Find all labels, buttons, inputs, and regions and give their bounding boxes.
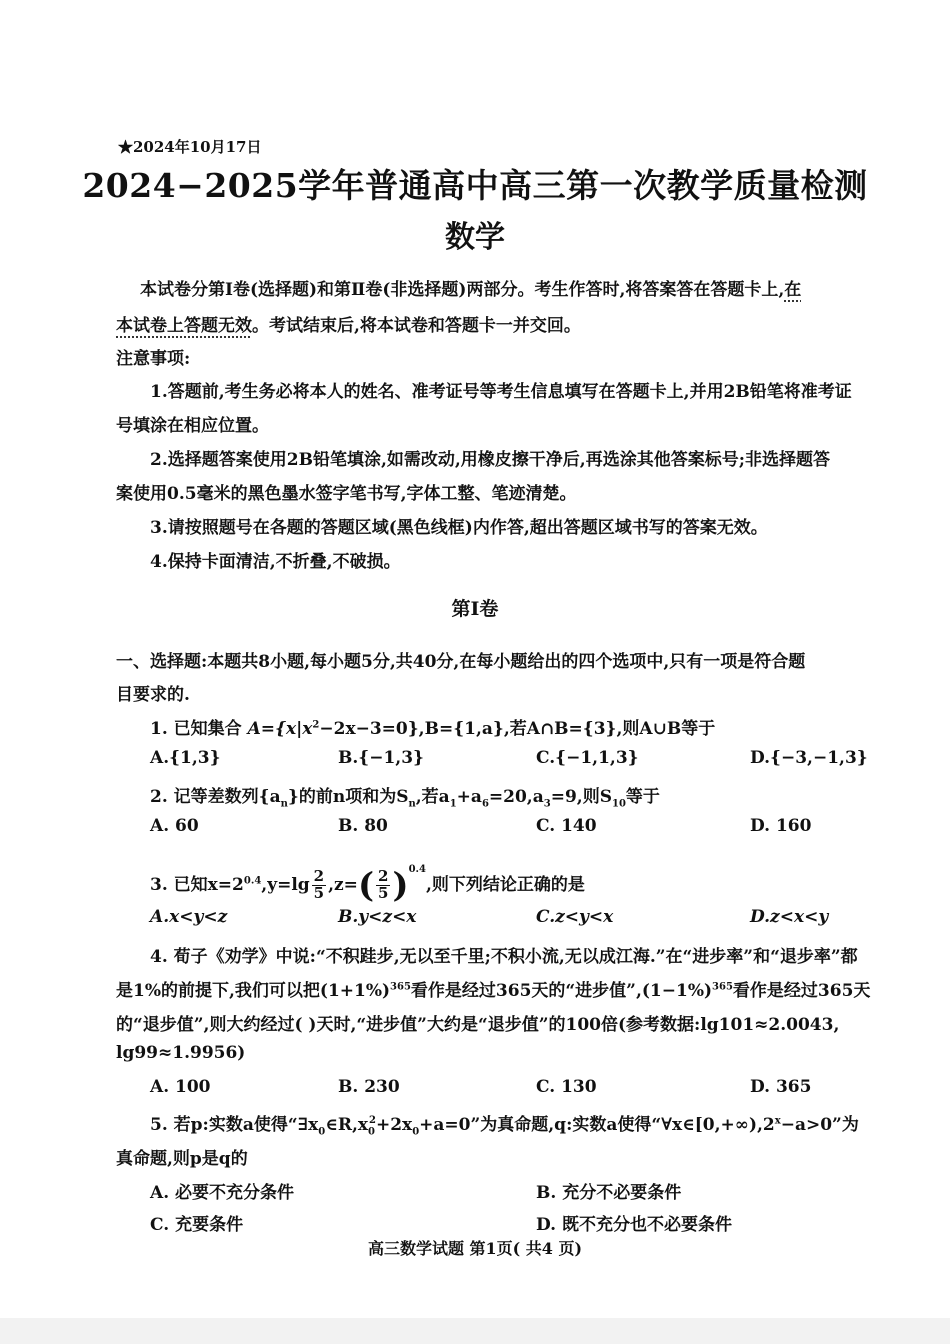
question-5-line-1: 5. 若p:实数a使得“$\exists x_0\in R,x_0^2+2x_0+a=0$”为真命题,q:实数a使得“$\forall x\in[0,+\infty),2^x-a>0$”为 (150, 1115, 859, 1138)
note-3: 3.请按照题号在各题的答题区域(黑色线框)内作答,超出答题区域书写的答案无效。 (150, 518, 768, 538)
note-1b: 号填涂在相应位置。 (116, 416, 269, 436)
q4-option-c: C. 130 (536, 1077, 597, 1097)
q1-option-b: B.{−1,3} (338, 748, 424, 768)
q1-option-a: A.{1,3} (150, 748, 221, 768)
q5-option-a: A. 必要不充分条件 (150, 1183, 295, 1203)
q5-option-c: C. 充要条件 (150, 1215, 244, 1235)
question-1-stem: 1. 已知集合 $A=\{x|x^2-2x-3=0\},B=\{1,a\}$,若A∩B={3},则A∪B等于 (150, 719, 716, 739)
note-4: 4.保持卡面清洁,不折叠,不破损。 (150, 552, 401, 572)
q2-option-b: B. 80 (338, 816, 388, 836)
section-desc-1: 一、选择题:本题共8小题,每小题5分,共40分,在每小题给出的四个选项中,只有一项是符合题 (116, 652, 806, 672)
q2-option-c: C. 140 (536, 816, 597, 836)
notes-heading: 注意事项: (116, 349, 191, 369)
exam-subject: 数学 (445, 220, 505, 255)
exam-title: 2024−2025学年普通高中高三第一次教学质量检测 (82, 166, 868, 205)
page-footer: 高三数学试题 第1页( 共4 页) (367, 1239, 583, 1258)
question-4-line-3: 的“退步值”,则大约经过( )天时,“进步值”大约是“退步值”的100倍(参考数据:lg101≈2.0043, (116, 1015, 840, 1035)
question-4-line-2: 是1%的前提下,我们可以把$(1+1\%)^{365}$看作是经过365天的“进步值$”,(1-1\%)^{365}$看作是经过365天 (116, 981, 871, 1001)
q3-option-c: C.z<y<x (536, 907, 614, 927)
q3-option-d: D.z<x<y (750, 907, 829, 927)
question-4-line-4: lg99≈1.9956) (116, 1043, 246, 1063)
q1-option-d: D.{−3,−1,3} (750, 748, 868, 768)
q4-option-d: D. 365 (750, 1077, 812, 1097)
section-title: 第Ⅰ卷 (451, 598, 499, 620)
intro-line-1: 本试卷分第Ⅰ卷(选择题)和第Ⅱ卷(非选择题)两部分。考生作答时,将答案答在答题卡上,在 (140, 280, 802, 300)
q4-option-b: B. 230 (338, 1077, 400, 1097)
q2-option-a: A. 60 (150, 816, 199, 836)
exam-date: ★2024年10月17日 (118, 138, 262, 156)
q3-option-b: B.y<z<x (338, 907, 417, 927)
question-3-stem: 3. 已知$x=2^{0.4},y=\lg$ $\frac{2}{5}$ ,z=( $\frac{2}{5}$ )$^{0.4}$,则下列结论正确的是 (150, 864, 585, 906)
question-2-stem: 2. 记等差数列$\{a_n\}$的前n项和为$S_n$,若$a_1+a_6=20,a_3=9$,则$S_{10}$等于 (150, 787, 660, 810)
section-desc-2: 目要求的. (116, 685, 190, 705)
q5-option-d: D. 既不充分也不必要条件 (536, 1215, 732, 1235)
note-2a: 2.选择题答案使用2B铅笔填涂,如需改动,用橡皮擦干净后,再选涂其他答案标号;非选择题答 (150, 450, 830, 470)
question-4-line-1: 4. 荀子《劝学》中说:“不积跬步,无以至千里;不积小流,无以成江海.”在“进步率”和“退步率”都 (150, 947, 858, 967)
note-1a: 1.答题前,考生务必将本人的姓名、准考证号等考生信息填写在答题卡上,并用2B铅笔将准考证 (150, 382, 852, 402)
scan-bottom-margin (0, 1318, 950, 1344)
q5-option-b: B. 充分不必要条件 (536, 1183, 682, 1203)
q1-option-c: C.{−1,1,3} (536, 748, 639, 768)
note-2b: 案使用0.5毫米的黑色墨水签字笔书写,字体工整、笔迹清楚。 (116, 484, 577, 504)
intro-line-2: 本试卷上答题无效。考试结束后,将本试卷和答题卡一并交回。 (116, 316, 581, 336)
q2-option-d: D. 160 (750, 816, 812, 836)
q3-option-a: A.x<y<z (150, 907, 228, 927)
question-5-line-2: 真命题,则p是q的 (116, 1149, 248, 1169)
q4-option-a: A. 100 (150, 1077, 211, 1097)
